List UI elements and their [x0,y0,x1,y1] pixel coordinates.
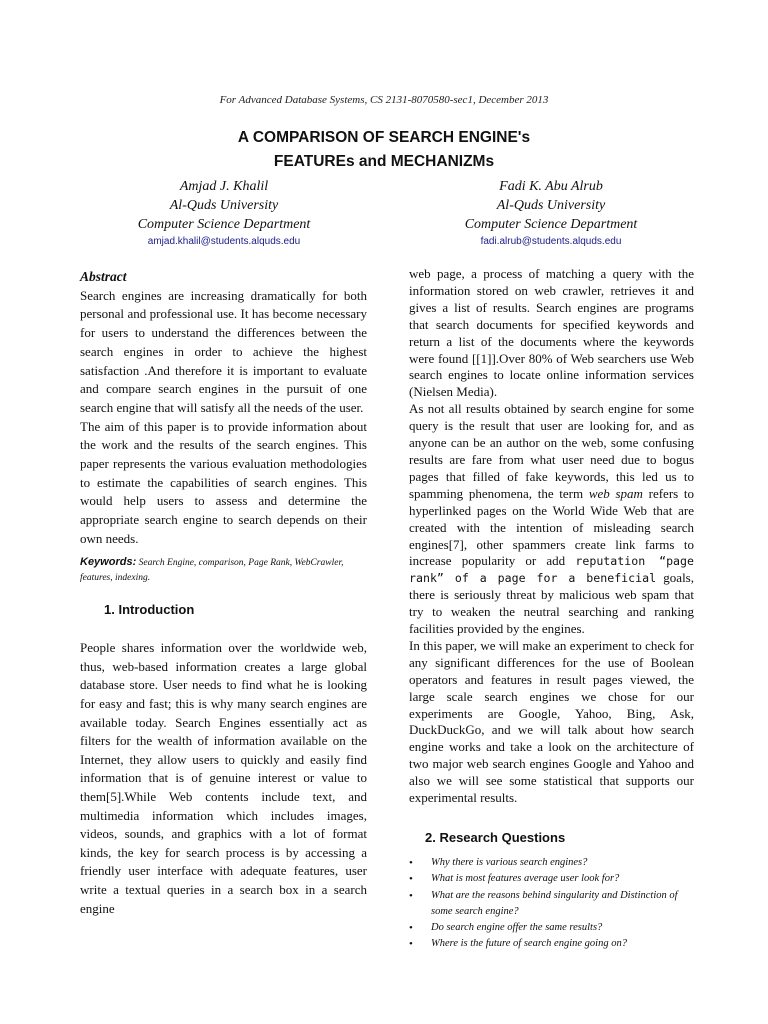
abstract-paragraph-1: Search engines are increasing dramatically for both personal and professional use. It has become necessary for users to understand the differences between the search engines in order to achieve the highest satisfaction .And therefore it is important to evaluate and compare search engines in the pursuit of one search engine that will satisfy all the needs of the user. [80,287,367,415]
bullet-icon: • [409,856,413,869]
question-text: What are the reasons behind singularity and Distinction of some search engine? [431,889,678,917]
bullet-icon: • [409,922,413,935]
paper-title-line-2: FEATUREs and MECHANIZMs [273,153,495,170]
author-department: Computer Science Department [464,217,638,232]
question-text: Why there is various search engines? [431,856,588,868]
author-name: Fadi K. Abu Alrub [499,179,603,194]
keywords-label: Keywords: [80,555,137,568]
list-item [409,936,694,952]
author-department: Computer Science Department [137,217,311,232]
left-column [80,268,367,918]
list-item [409,888,694,921]
right-paragraph-1: web page, a process of matching a query with the information stored on web crawler, retrieves it and gives a list of results. Search engines are programs that search documents for specified keywords and return a list of the documents where the keywords were found [[1]].Over 80% of Web searchers use Web search engines to locate online information services (Nielsen Media). [409,266,694,400]
author-block-1 [84,177,364,250]
keywords [80,555,367,586]
right-paragraph-2 [409,401,694,638]
section-heading-introduction: 1. Introduction [104,601,195,617]
paper-title-line-1: A COMPARISON OF SEARCH ENGINE's [237,129,531,146]
abstract-paragraph-2: The aim of this paper is to provide information about the work and the results of the search engines. This paper represents the various evaluation methodologies to estimate the capabilities of search engines. This would help users to assess and determine the appropriate search engine to search depends on their own needs. [80,418,367,546]
research-questions-list [409,855,694,953]
author-affiliation: Al-Quds University [169,198,279,213]
keywords-text: Search Engine, comparison, Page Rank, WebCrawler, features, indexing. [80,557,344,583]
abstract-heading: Abstract [80,269,127,284]
introduction-paragraph: People shares information over the worldwide web, thus, web-based information creates a large global database store. User needs to find what he is looking for easy and fast; this is why many search engines are available today. Search Engines essentially act as filters for the wealth of information available on the Internet, they allow users to quickly and easily find information that is of genuine interest or value to them[5].While Web contents include text, and multimedia information which includes images, videos, sounds, and graphics with a lot of format kinds, the key for search process is by accessing a friendly user interface with adequate features, user write a textual queries in a search box in a search engine [80,640,367,916]
venue-line: For Advanced Database Systems, CS 2131-8070580-sec1, December 2013 [219,94,549,106]
list-item [409,871,694,887]
right-column [409,266,694,953]
author-email[interactable]: fadi.alrub@students.alquds.edu [480,236,622,247]
author-email[interactable]: amjad.khalil@students.alquds.edu [147,236,301,247]
list-item [409,855,694,871]
paragraph-text: goals, there is seriously threat by malicious web spam that try to weaken the neutral searching and ranking facilities provided by the engines. [409,570,694,637]
term-web-spam: web spam [588,485,643,501]
section-heading-research-questions: 2. Research Questions [425,830,566,845]
paragraph-text: As not all results obtained by search engine for some query is the result that user are looking for, and as anyone can be an author on the web, some confusing results are fare from what user need due to bogus pages that filled of fake keywords, this led us to spamming phenomena, the term [409,401,694,501]
question-text: Do search engine offer the same results? [431,922,603,934]
paragraph-text: refers to hyperlinked pages on the World Wide Web that are created with the intention of misleading search engines[7], other spammers create link farms to increase popularity or add [409,485,695,569]
bullet-icon: • [409,938,413,951]
author-affiliation: Al-Quds University [496,198,606,213]
list-item [409,920,694,936]
reputation-text: reputation “page rank” of a page for a beneficial [409,554,694,586]
bullet-icon: • [409,889,413,902]
author-name: Amjad J. Khalil [179,179,269,194]
question-text: Where is the future of search engine going on? [431,938,627,950]
bullet-icon: • [409,873,413,886]
question-text: What is most features average user look for? [431,873,620,885]
right-paragraph-3: In this paper, we will make an experiment to check for any significant differences for the use of Boolean operators and features in result pages viewed, the large scale search engines we chose for our experiments are Google, Yahoo, Bing, Ask, DuckDuckGo, and we will talk about how search engine works and take a look on the architecture of two major web search engines Google and Yahoo and also we will see some statistical that supports our experimental results. [409,637,694,806]
author-block-2 [411,177,691,250]
